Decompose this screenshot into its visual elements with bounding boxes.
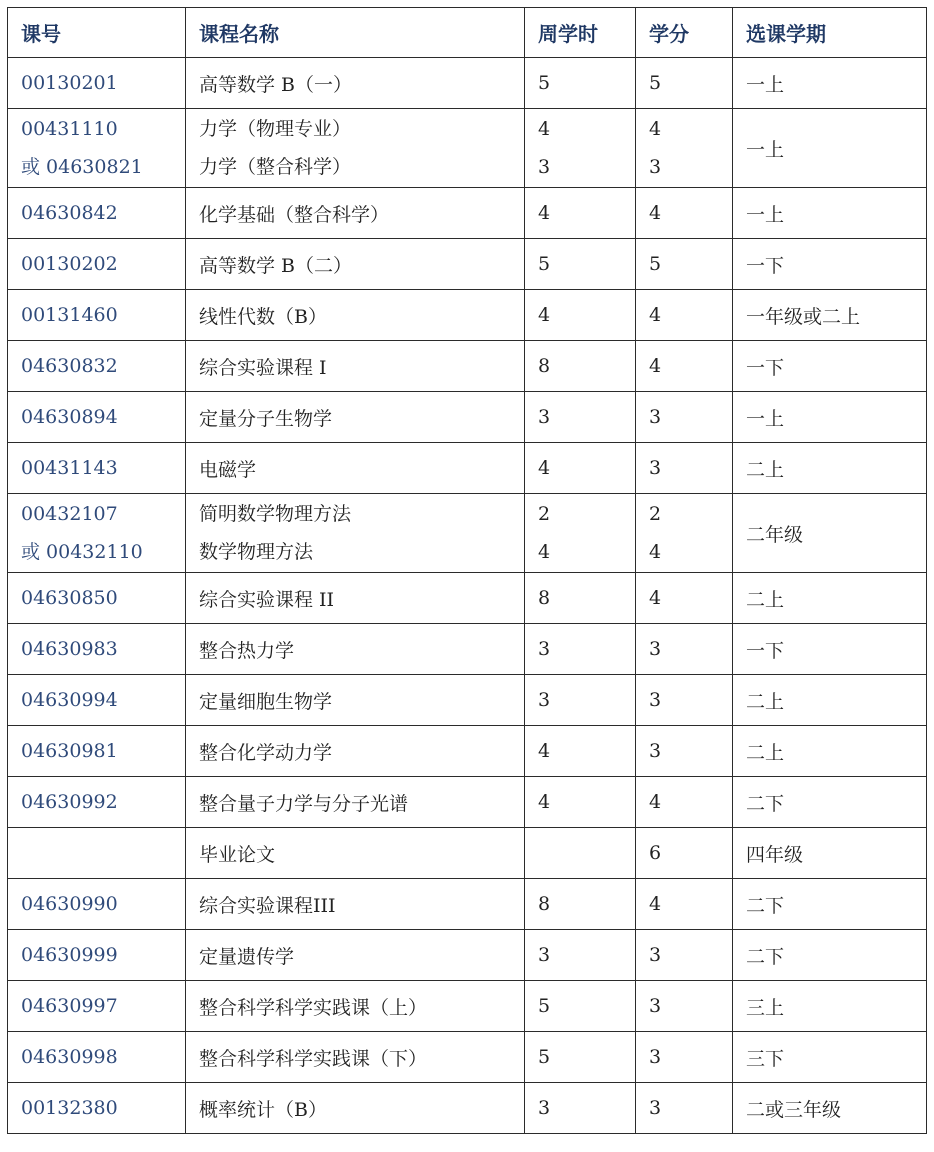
cell-name: 定量细胞生物学	[186, 675, 525, 726]
cell-credits: 4	[636, 879, 733, 930]
table-row	[8, 981, 927, 1032]
cell-name-line: 力学（物理专业）	[199, 118, 352, 140]
cell-term: 一上	[733, 58, 927, 109]
cell-hours	[525, 828, 636, 879]
cell-code-line: 或 00432110	[21, 541, 143, 563]
cell-hours: 3	[525, 392, 636, 443]
cell-hours: 4	[525, 443, 636, 494]
cell-name: 综合实验课程 II	[186, 573, 525, 624]
table-row	[8, 675, 927, 726]
cell-code: 00132380	[8, 1083, 186, 1134]
table-row	[8, 494, 927, 573]
cell-term: 二或三年级	[733, 1083, 927, 1134]
cell-term: 一年级或二上	[733, 290, 927, 341]
table-row	[8, 777, 927, 828]
cell-hours: 5	[525, 1032, 636, 1083]
cell-term: 一下	[733, 239, 927, 290]
cell-credits: 5	[636, 58, 733, 109]
cell-code: 04630832	[8, 341, 186, 392]
header-credits: 学分	[636, 8, 733, 58]
cell-hours: 4	[525, 290, 636, 341]
cell-name	[186, 494, 525, 573]
cell-code	[8, 109, 186, 188]
cell-hours	[525, 109, 636, 188]
cell-term: 一下	[733, 624, 927, 675]
table-body	[8, 58, 927, 1134]
cell-term: 二下	[733, 879, 927, 930]
cell-credits: 6	[636, 828, 733, 879]
cell-hours: 3	[525, 675, 636, 726]
cell-code: 04630894	[8, 392, 186, 443]
cell-code-line: 或 04630821	[21, 156, 143, 178]
cell-code: 04630998	[8, 1032, 186, 1083]
cell-code: 04630842	[8, 188, 186, 239]
cell-name: 综合实验课程III	[186, 879, 525, 930]
cell-term: 四年级	[733, 828, 927, 879]
cell-code-line: 00432107	[21, 503, 118, 525]
header-row	[8, 8, 927, 58]
cell-term: 二上	[733, 573, 927, 624]
table-header	[8, 8, 927, 58]
cell-hours-line: 3	[538, 156, 551, 178]
table-row	[8, 188, 927, 239]
course-table	[7, 7, 927, 1134]
cell-credits: 4	[636, 777, 733, 828]
cell-name: 综合实验课程 I	[186, 341, 525, 392]
cell-hours: 3	[525, 1083, 636, 1134]
cell-code-line: 00431110	[21, 118, 118, 140]
cell-credits: 4	[636, 290, 733, 341]
cell-credits: 4	[636, 188, 733, 239]
cell-code: 00130202	[8, 239, 186, 290]
header-name: 课程名称	[186, 8, 525, 58]
cell-credits: 3	[636, 1083, 733, 1134]
cell-name: 高等数学 B（二）	[186, 239, 525, 290]
cell-name	[186, 109, 525, 188]
table-row	[8, 879, 927, 930]
cell-term: 三下	[733, 1032, 927, 1083]
cell-term: 二上	[733, 443, 927, 494]
cell-hours-line: 2	[538, 503, 551, 525]
cell-name: 整合量子力学与分子光谱	[186, 777, 525, 828]
cell-code	[8, 494, 186, 573]
cell-hours: 8	[525, 341, 636, 392]
cell-credits	[636, 109, 733, 188]
cell-name-line: 力学（整合科学）	[199, 156, 352, 178]
cell-name: 电磁学	[186, 443, 525, 494]
cell-name: 高等数学 B（一）	[186, 58, 525, 109]
cell-hours-line: 4	[538, 118, 551, 140]
cell-name: 化学基础（整合科学）	[186, 188, 525, 239]
cell-credits: 3	[636, 1032, 733, 1083]
cell-code: 04630994	[8, 675, 186, 726]
cell-credits: 3	[636, 726, 733, 777]
cell-hours: 8	[525, 879, 636, 930]
cell-hours: 4	[525, 726, 636, 777]
cell-name: 整合化学动力学	[186, 726, 525, 777]
cell-hours: 4	[525, 777, 636, 828]
cell-name-line: 数学物理方法	[199, 541, 314, 563]
cell-credits-line: 4	[649, 541, 662, 563]
cell-hours	[525, 494, 636, 573]
cell-code: 00431143	[8, 443, 186, 494]
table-row	[8, 624, 927, 675]
table-row	[8, 930, 927, 981]
table-row	[8, 828, 927, 879]
cell-credits: 3	[636, 624, 733, 675]
cell-code: 04630999	[8, 930, 186, 981]
header-term: 选课学期	[733, 8, 927, 58]
cell-name: 毕业论文	[186, 828, 525, 879]
cell-credits-line: 4	[649, 118, 662, 140]
cell-code	[8, 828, 186, 879]
cell-name: 整合科学科学实践课（下）	[186, 1032, 525, 1083]
cell-hours: 5	[525, 58, 636, 109]
header-code: 课号	[8, 8, 186, 58]
cell-name: 概率统计（B）	[186, 1083, 525, 1134]
cell-term: 一下	[733, 341, 927, 392]
cell-hours: 5	[525, 981, 636, 1032]
table-row	[8, 58, 927, 109]
cell-name: 定量遗传学	[186, 930, 525, 981]
table-row	[8, 341, 927, 392]
cell-credits	[636, 494, 733, 573]
cell-credits: 5	[636, 239, 733, 290]
cell-code: 00131460	[8, 290, 186, 341]
cell-name: 定量分子生物学	[186, 392, 525, 443]
table-row	[8, 726, 927, 777]
table-row	[8, 573, 927, 624]
cell-term: 一上	[733, 188, 927, 239]
cell-code: 04630997	[8, 981, 186, 1032]
table-row	[8, 239, 927, 290]
cell-hours: 8	[525, 573, 636, 624]
cell-name: 整合科学科学实践课（上）	[186, 981, 525, 1032]
header-hours: 周学时	[525, 8, 636, 58]
cell-code: 04630992	[8, 777, 186, 828]
cell-term: 一上	[733, 392, 927, 443]
table-row	[8, 1083, 927, 1134]
table-row	[8, 392, 927, 443]
cell-hours-line: 4	[538, 541, 551, 563]
cell-hours: 5	[525, 239, 636, 290]
cell-credits: 3	[636, 981, 733, 1032]
cell-term: 二下	[733, 777, 927, 828]
table-row	[8, 443, 927, 494]
cell-term: 一上	[733, 109, 927, 188]
cell-credits: 3	[636, 675, 733, 726]
cell-credits-line: 2	[649, 503, 662, 525]
cell-name: 整合热力学	[186, 624, 525, 675]
cell-hours: 4	[525, 188, 636, 239]
cell-credits: 4	[636, 341, 733, 392]
cell-term: 三上	[733, 981, 927, 1032]
cell-credits: 4	[636, 573, 733, 624]
cell-credits: 3	[636, 443, 733, 494]
cell-code: 04630983	[8, 624, 186, 675]
cell-name-line: 简明数学物理方法	[199, 503, 352, 525]
cell-credits-line: 3	[649, 156, 662, 178]
cell-credits: 3	[636, 930, 733, 981]
cell-hours: 3	[525, 930, 636, 981]
cell-name: 线性代数（B）	[186, 290, 525, 341]
cell-hours: 3	[525, 624, 636, 675]
cell-term: 二上	[733, 726, 927, 777]
cell-term: 二下	[733, 930, 927, 981]
cell-term: 二年级	[733, 494, 927, 573]
cell-term: 二上	[733, 675, 927, 726]
cell-credits: 3	[636, 392, 733, 443]
table-row	[8, 1032, 927, 1083]
cell-code: 04630990	[8, 879, 186, 930]
cell-code: 00130201	[8, 58, 186, 109]
table-row	[8, 290, 927, 341]
table-row	[8, 109, 927, 188]
cell-code: 04630981	[8, 726, 186, 777]
cell-code: 04630850	[8, 573, 186, 624]
